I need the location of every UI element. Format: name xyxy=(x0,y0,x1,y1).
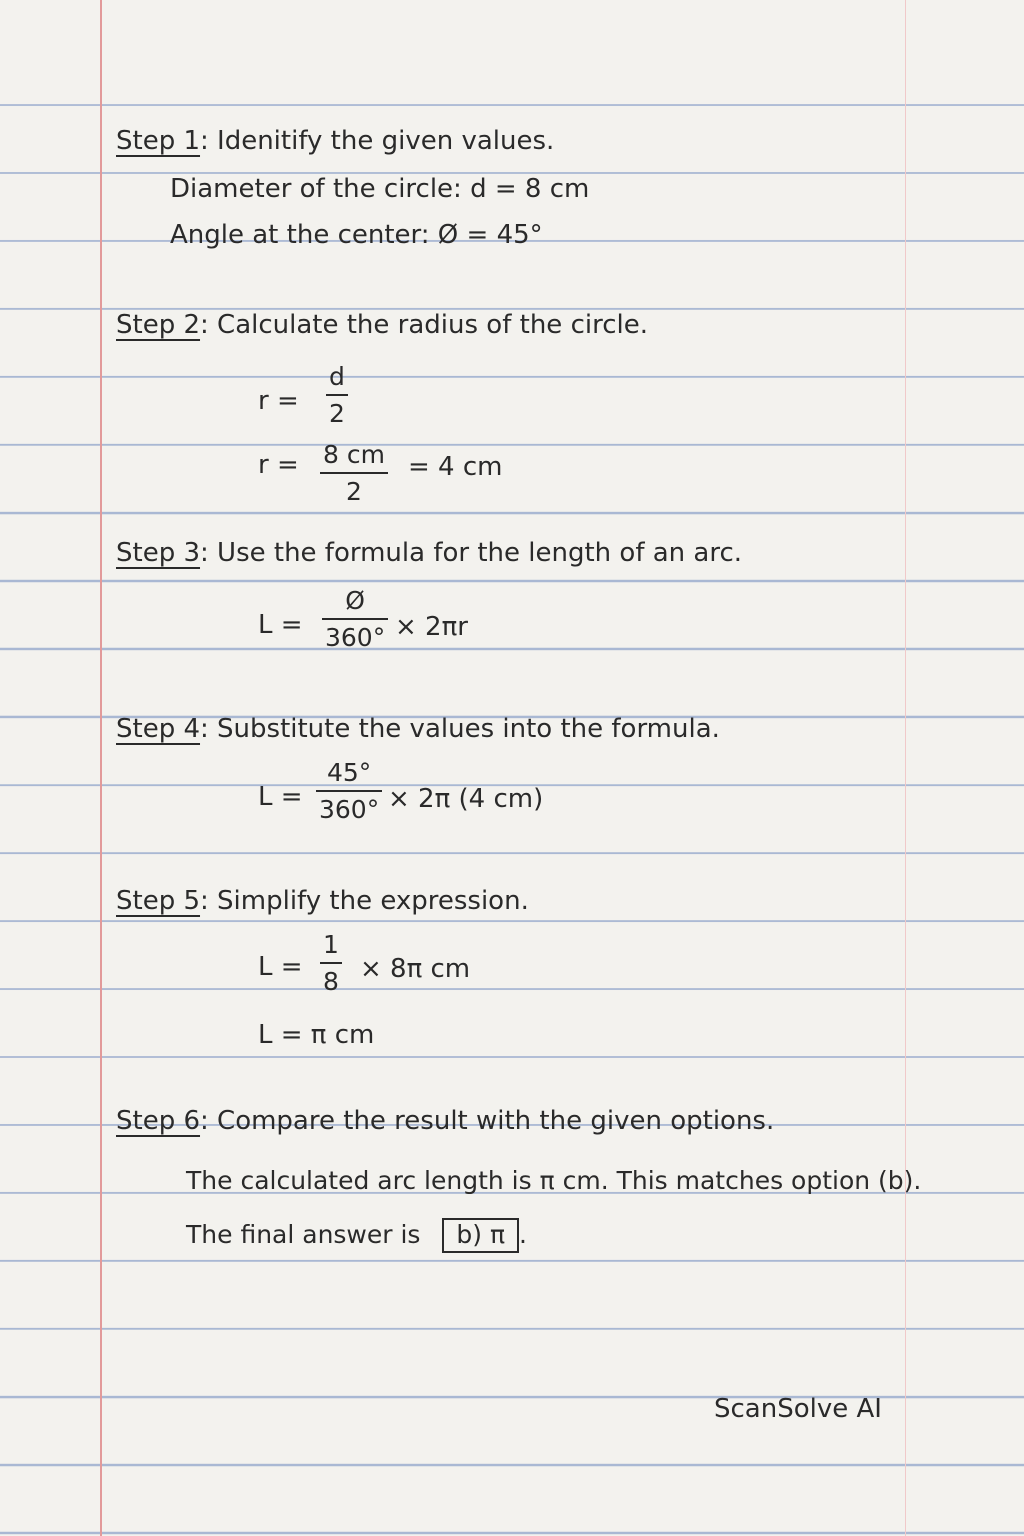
step-6-heading xyxy=(116,1108,774,1134)
step-2-eq2-fraction xyxy=(320,440,388,506)
step-6-label: Step 6 xyxy=(116,1106,201,1136)
step-4-heading xyxy=(116,716,720,742)
step-2-eq1-numerator: d xyxy=(329,362,345,391)
red-margin-line xyxy=(100,0,102,1536)
final-answer-box: b) π xyxy=(442,1218,519,1253)
step-1-angle-line: Angle at the center: Ø = 45° xyxy=(170,220,543,250)
right-margin-line xyxy=(905,0,906,1536)
step-2-heading xyxy=(116,312,648,338)
step-6-result-line: The calculated arc length is π cm. This matches option (b). xyxy=(186,1166,922,1195)
step-6-title: : Compare the result with the given options. xyxy=(200,1106,775,1136)
step-3-eq-denominator: 360° xyxy=(322,618,388,652)
step-6-answer-line xyxy=(186,1218,527,1253)
step-3-eq-numerator: Ø xyxy=(345,586,365,615)
step-6-answer-prefix: The final answer is xyxy=(186,1220,421,1249)
step-1-heading xyxy=(116,128,554,154)
step-4-eq-numerator: 45° xyxy=(326,758,372,787)
step-6-answer-suffix: . xyxy=(519,1220,527,1249)
step-2-eq1-denominator: 2 xyxy=(326,394,348,428)
step-4-label: Step 4 xyxy=(116,714,201,744)
step-5-eq1-numerator: 1 xyxy=(323,930,339,959)
step-5-heading xyxy=(116,888,529,914)
step-1-title: : Idenitify the given values. xyxy=(200,126,555,156)
step-5-eq1-fraction xyxy=(320,930,342,996)
step-4-eq-denominator: 360° xyxy=(316,790,382,824)
step-3-eq-fraction xyxy=(322,586,388,652)
step-3-eq-lhs: L = xyxy=(258,610,303,640)
step-2-eq2-denominator: 2 xyxy=(320,472,388,506)
step-3-eq-rhs: × 2πr xyxy=(395,612,468,642)
step-2-eq1-fraction xyxy=(326,362,348,428)
step-2-label: Step 2 xyxy=(116,310,201,340)
step-4-eq-fraction xyxy=(316,758,382,824)
step-2-eq2-lhs: r = xyxy=(258,450,299,480)
step-4-eq-rhs: × 2π (4 cm) xyxy=(388,784,544,814)
step-2-title: : Calculate the radius of the circle. xyxy=(200,310,648,340)
step-5-eq1-rhs: × 8π cm xyxy=(360,954,471,984)
step-2-eq2-numerator: 8 cm xyxy=(323,440,385,469)
step-2-eq1-lhs: r = xyxy=(258,386,299,416)
watermark-text: ScanSolve AI xyxy=(714,1394,882,1424)
step-5-label: Step 5 xyxy=(116,886,201,916)
step-2-eq2-result: = 4 cm xyxy=(408,452,503,482)
step-1-diameter-line: Diameter of the circle: d = 8 cm xyxy=(170,174,590,204)
step-3-label: Step 3 xyxy=(116,538,201,568)
step-5-title: : Simplify the expression. xyxy=(200,886,529,916)
step-4-eq-lhs: L = xyxy=(258,782,303,812)
step-5-eq1-lhs: L = xyxy=(258,952,303,982)
step-3-title: : Use the formula for the length of an arc. xyxy=(200,538,743,568)
step-5-eq2: L = π cm xyxy=(258,1020,375,1050)
step-1-label: Step 1 xyxy=(116,126,201,156)
step-5-eq1-denominator: 8 xyxy=(320,962,342,996)
step-3-heading xyxy=(116,540,742,566)
step-4-title: : Substitute the values into the formula. xyxy=(200,714,720,744)
